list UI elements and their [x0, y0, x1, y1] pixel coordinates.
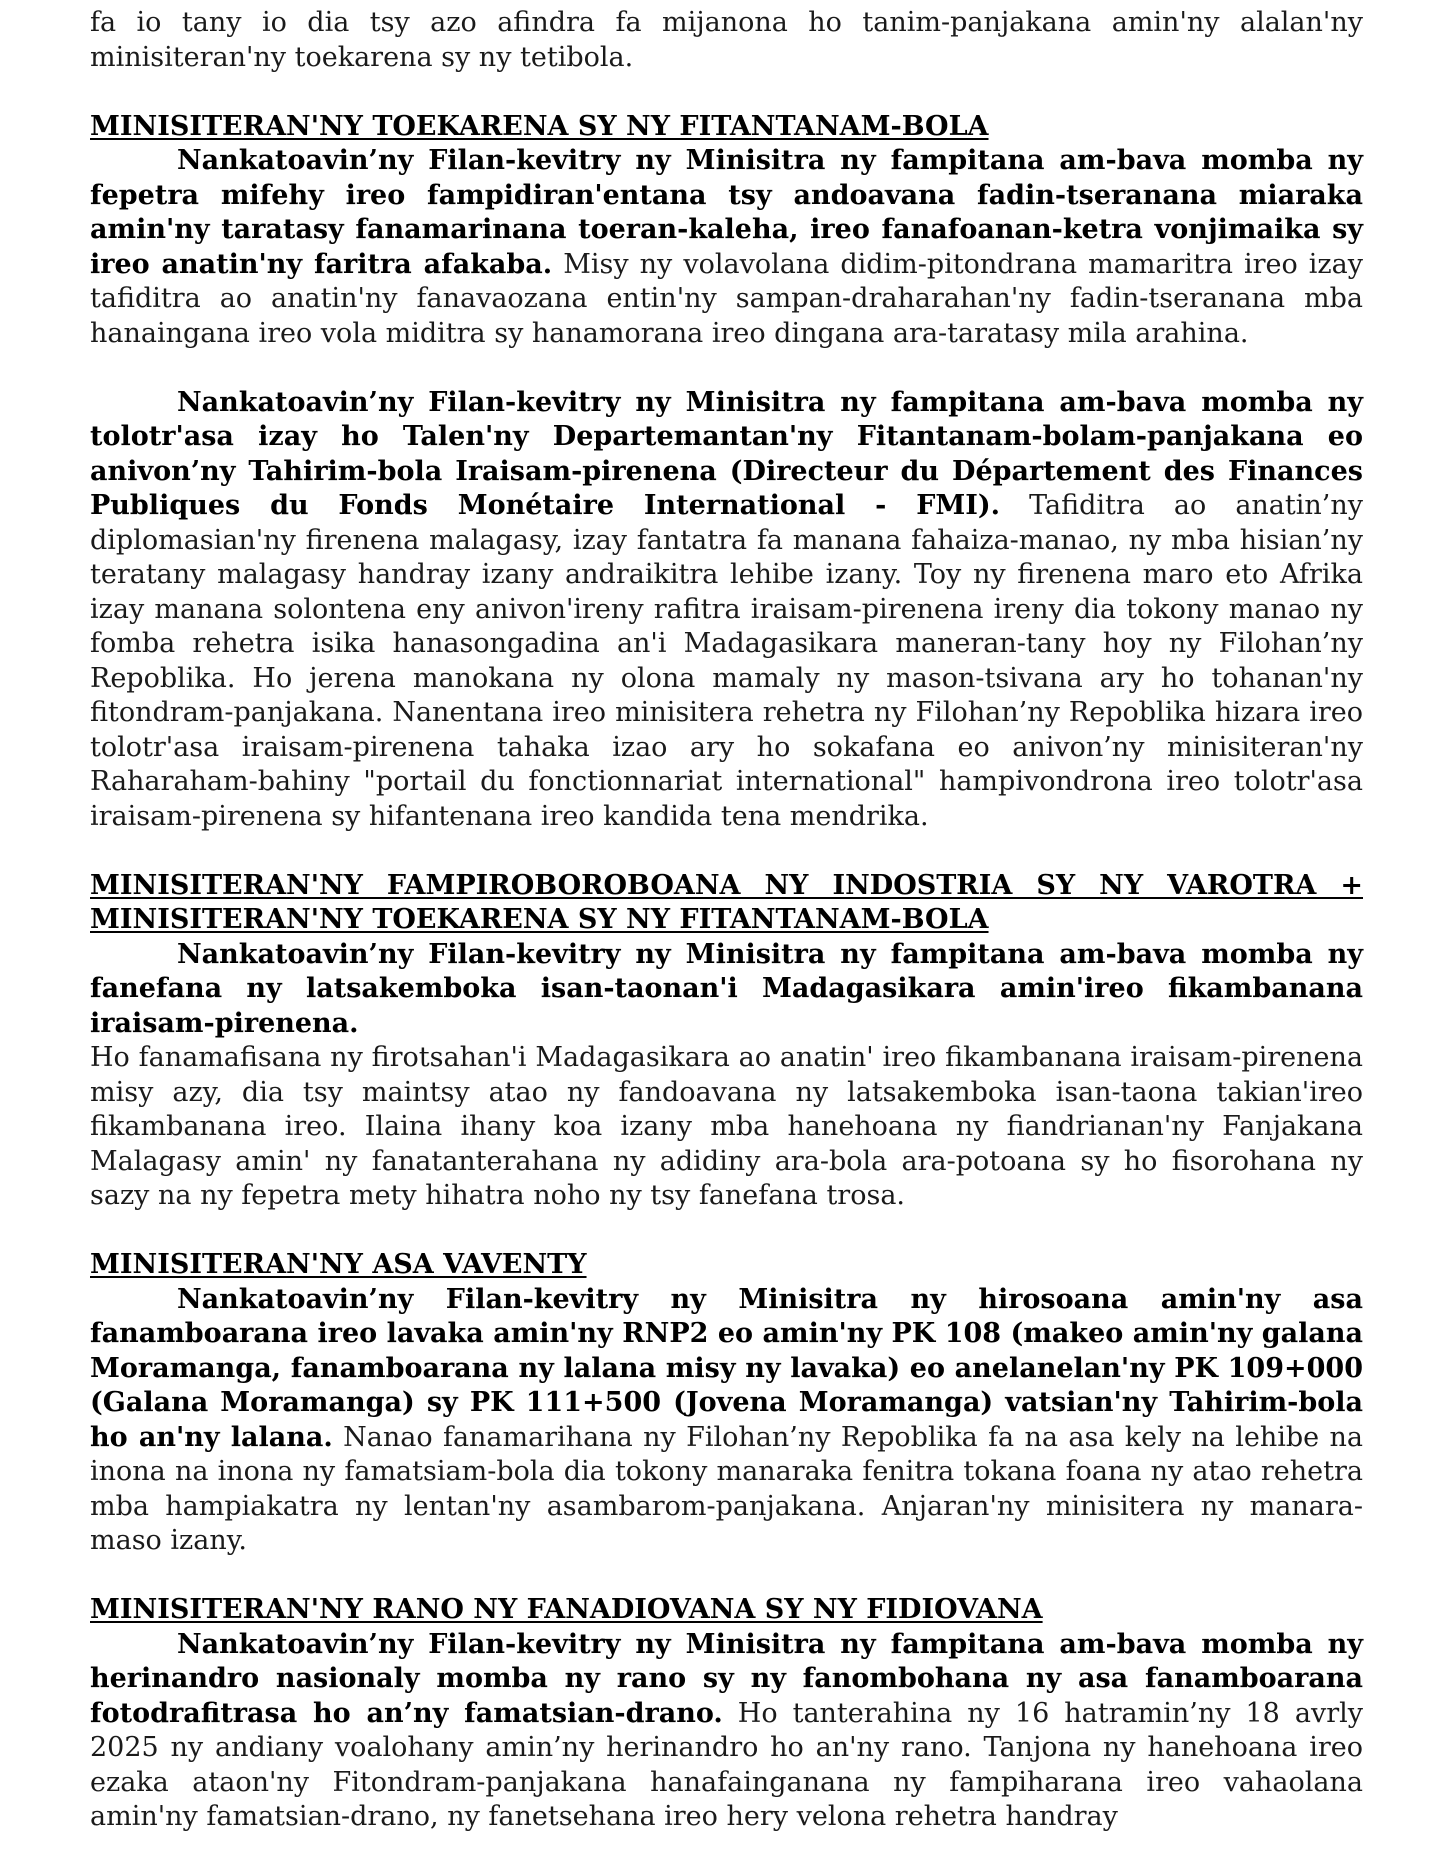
paragraph-normal-text: Nanao fanamarihana ny Filohan’ny Repoblika fa na asa kely na lehibe na inona na inona ny famatsiam-bola dia tokony manaraka fenitra tokana foana ny atao rehetra mba hampiakatra ny lentan'ny asambarom-panjakana. Anjaran'ny minisitera ny manara-maso izany. [90, 1421, 1363, 1556]
section-paragraph [90, 938, 1363, 1042]
section-heading: MINISITERAN'NY ASA VAVENTY [90, 1249, 587, 1280]
section-paragraph [90, 1041, 1363, 1214]
spacer [90, 1559, 1363, 1594]
section-heading: MINISITERAN'NY FAMPIROBOROBOANA NY INDOSTRIA SY NY VAROTRA + MINISITERAN'NY TOEKARENA SY NY FITANTANAM-BOLA [90, 869, 1363, 935]
paragraph-bold-text: Nankatoavin’ny Filan-kevitry ny Minisitra ny hirosoana amin'ny asa fanamboarana ireo lavaka amin'ny RNP2 eo amin'ny PK 108 (makeo amin'ny galana Moramanga, fanamboarana ny lalana misy ny lavaka) eo anelanelan'ny PK 109+000 (Galana Moramanga) sy PK 111+500 (Jovena Moramanga) vatsian'ny Tahirim-bola ho an'ny lalana. [90, 1283, 1363, 1453]
section-paragraph [90, 386, 1363, 835]
paragraph-normal-text: Misy ny volavolana didim-pitondrana mamaritra ireo izay tafiditra ao anatin'ny fanavaozana entin'ny sampan-draharahan'ny fadin-tseranana mba hanaingana ireo vola miditra sy hanamorana ireo dingana ara-taratasy mila arahina. [90, 248, 1363, 349]
paragraph-bold-text: Nankatoavin’ny Filan-kevitry ny Minisitra ny fampitana am-bava momba ny tolotr'asa izay ho Talen'ny Departemantan'ny Fitantanam-bolam-panjakana eo anivon’ny Tahirim-bola Iraisam-pirenena (Directeur du Département des Finances Publiques du Fonds Monétaire International - FMI). [90, 386, 1363, 521]
section-heading: MINISITERAN'NY TOEKARENA SY NY FITANTANAM-BOLA [90, 110, 989, 142]
paragraph-bold-text: Nankatoavin’ny Filan-kevitry ny Minisitra ny fampitana am-bava momba ny fanefana ny latsakemboka isan-taonan'i Madagasikara amin'ireo fikambanana iraisam-pirenena. [90, 938, 1363, 1039]
paragraph-bold-text: Nankatoavin’ny Filan-kevitry ny Minisitra ny fampitana am-bava momba ny fepetra mifehy ireo fampidiran'entana tsy andoavana fadin-tseranana miaraka amin'ny taratasy fanamarinana toeran-kaleha, ireo fanafoanan-ketra vonjimaika sy ireo anatin'ny faritra afakaba. [90, 145, 1363, 280]
paragraph-bold-text: Nankatoavin’ny Filan-kevitry ny Minisitra ny fampitana am-bava momba ny herinandro nasionaly momba ny rano sy ny fanombohana ny asa fanamboarana fotodrafitrasa ho an’ny famatsian-drano. [90, 1628, 1363, 1729]
document-page [90, 6, 1363, 1835]
section-paragraph [90, 1283, 1363, 1559]
section-heading: MINISITERAN'NY RANO NY FANADIOVANA SY NY FIDIOVANA [90, 1594, 1043, 1625]
section-paragraph [90, 1628, 1363, 1835]
spacer [90, 1214, 1363, 1249]
paragraph-normal-text: Tafiditra ao anatin’ny diplomasian'ny firenena malagasy, izay fantatra fa manana fahaiza-manao, ny mba hisian’ny teratany malagasy handray izany andraikitra lehibe izany. Toy ny firenena maro eto Afrika izay manana solontena eny anivon'ireny rafitra iraisam-pirenena ireny dia tokony manao ny fomba rehetra isika hanasongadina an'i Madagasikara maneran-tany hoy ny Filohan’ny Repoblika. Ho jerena manokana ny olona mamaly ny mason-tsivana ary ho tohanan'ny fitondram-panjakana. Nanentana ireo minisitera rehetra ny Filohan’ny Repoblika hizara ireo tolotr'asa iraisam-pirenena tahaka izao ary ho sokafana eo anivon’ny minisiteran'ny Raharaham-bahiny "portail du fonctionnariat international" hampivondrona ireo tolotr'asa iraisam-pirenena sy hifantenana ireo kandida tena mendrika. [90, 490, 1364, 832]
intro-paragraph: fa io tany io dia tsy azo afindra fa mijanona ho tanim-panjakana amin'ny alalan'ny minisiteran'ny toekarena sy ny tetibola. [90, 7, 1363, 73]
spacer [90, 351, 1363, 386]
spacer [90, 834, 1363, 869]
section-paragraph [90, 144, 1363, 351]
spacer [90, 75, 1363, 110]
paragraph-normal-text: Ho fanamafisana ny firotsahan'i Madagasikara ao anatin' ireo fikambanana iraisam-pirenena misy azy, dia tsy maintsy atao ny fandoavana ny latsakemboka isan-taona takian'ireo fikambanana ireo. Ilaina ihany koa izany mba hanehoana ny fiandrianan'ny Fanjakana Malagasy amin' ny fanatanterahana ny adidiny ara-bola ara-potoana sy ho fisorohana ny sazy na ny fepetra mety hihatra noho ny tsy fanefana trosa. [90, 1042, 1363, 1211]
paragraph-normal-text: Ho tanterahina ny 16 hatramin’ny 18 avrly 2025 ny andiany voalohany amin’ny herinandro ho an'ny rano. Tanjona ny hanehoana ireo ezaka ataon'ny Fitondram-panjakana hanafainganana ny fampiharana ireo vahaolana amin'ny famatsian-drano, ny fanetsehana ireo hery velona rehetra handray [90, 1697, 1363, 1832]
